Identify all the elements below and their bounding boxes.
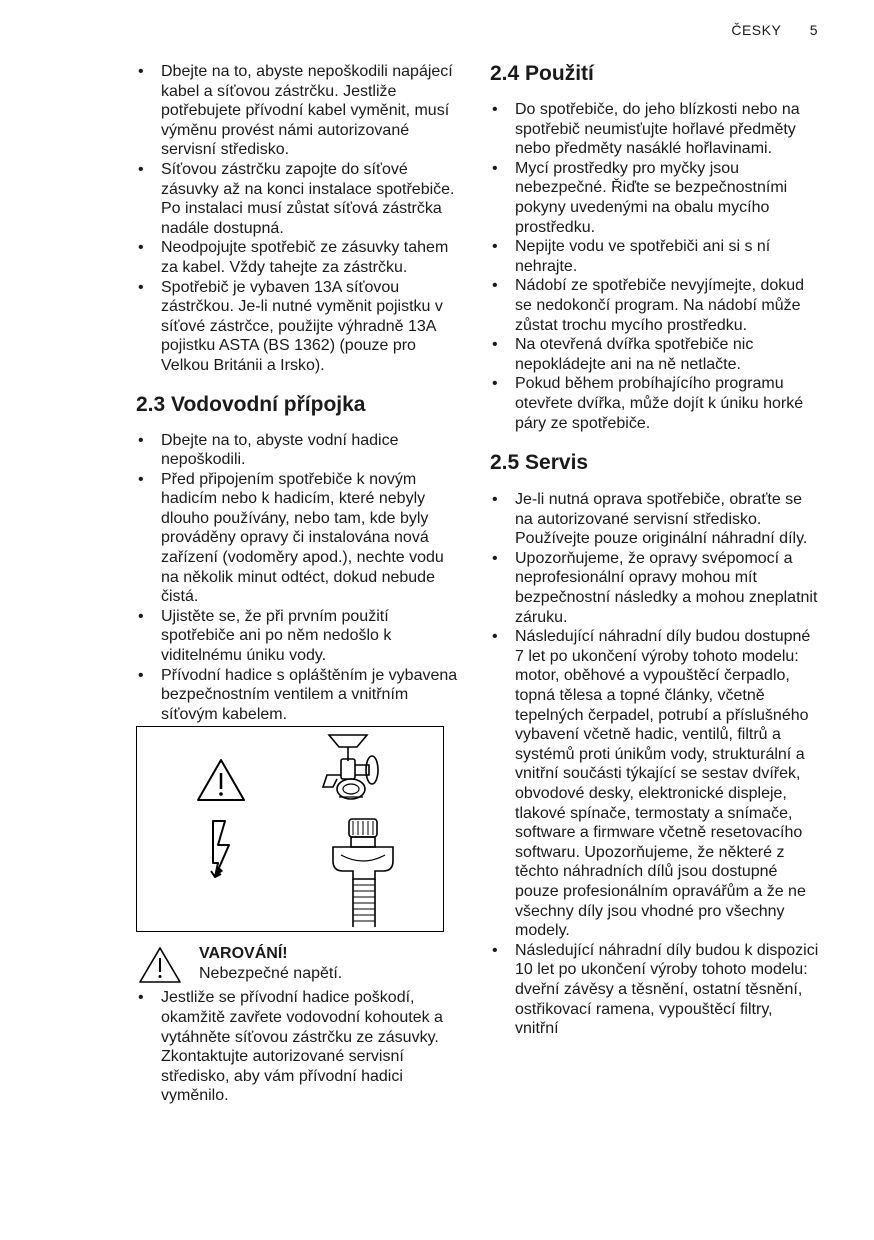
list-item: • Síťovou zástrčku zapojte do síťové zásuvky až na konci instalace spotřebiče. Po instalaci musí zůstat síťová zástrčka nadále dostupná. — [136, 160, 466, 238]
section-title-service: 2.5 Servis — [490, 451, 589, 475]
list-item: • Přívodní hadice s opláštěním je vybavena bezpečnostním ventilem a vnitřním síťovým kabelem. — [136, 666, 466, 725]
list-item: • Upozorňujeme, že opravy svépomocí a neprofesionální opravy mohou mít bezpečnostní následky a mohou zneplatnit záruku. — [490, 549, 820, 627]
warning-icon — [138, 946, 182, 984]
lightning-bolt-icon — [205, 819, 237, 885]
right-column — [490, 62, 820, 1039]
warning-title: VAROVÁNÍ! — [199, 945, 288, 963]
list-item: • Následující náhradní díly budou dostupné 7 let po ukončení výroby tohoto modelu: motor, oběhové a vypouštěcí čerpadlo, topná tělesa a topné články, včetně tepelných čerpadel, potrubí a příslušného vybavení včetně hadic, ventilů, filtrů a systémů proti únikům vody, strukturální a vnitřní součásti týkající se sestav dvířek, obvodové desky, elektronické displeje, tlakové spínače, termostaty a snímače, software a firmware včetně resetovacího softwaru. Upozorňujeme, že některé z těchto náhradních dílů jsou dostupné pouze profesionálním opravářům a že ne všechny díly jsou vhodné pro všechny modely. — [490, 627, 820, 941]
list-item: • Před připojením spotřebiče k novým hadicím nebo k hadicím, které nebyly dlouho používány, nebo tam, kde byly prováděny opravy či instalována nová zařízení (vodoměry apod.), nechte vodu na několik minut odtéct, dokud nebude čistá. — [136, 470, 466, 607]
after-warning-list — [136, 988, 466, 1106]
list-item: • Spotřebič je vybaven 13A síťovou zástrčkou. Je-li nutné vyměnit pojistku v síťové zástrčce, použijte výhradně 13A pojistku ASTA (BS 1362) (pouze pro Velkou Británii a Irsko). — [136, 278, 466, 376]
usage-list — [490, 100, 820, 433]
safety-valve-hose-icon — [307, 817, 407, 929]
list-item: • Dbejte na to, abyste vodní hadice nepoškodili. — [136, 431, 466, 470]
warning-box — [136, 944, 466, 988]
list-item: • Pokud během probíhajícího programu otevřete dvířka, může dojít k úniku horké páry ze spotřebiče. — [490, 374, 820, 433]
list-item: • Je-li nutná oprava spotřebiče, obraťte se na autorizované servisní středisko. Používejte pouze originální náhradní díly. — [490, 490, 820, 549]
list-item: • Mycí prostředky pro myčky jsou nebezpečné. Řiďte se bezpečnostními pokyny uvedenými na obalu mycího prostředku. — [490, 159, 820, 237]
left-column — [136, 62, 466, 1106]
warning-text: Nebezpečné napětí. — [199, 965, 343, 983]
page-number: 5 — [809, 22, 818, 38]
hose-illustration — [136, 726, 444, 932]
list-item: • Na otevřená dvířka spotřebiče nic nepokládejte ani na ně netlačte. — [490, 335, 820, 374]
list-item: • Do spotřebiče, do jeho blízkosti nebo na spotřebič neumisťujte hořlavé předměty nebo předměty nasáklé hořlavinami. — [490, 100, 820, 159]
water-tap-icon — [317, 731, 397, 809]
list-item: • Nepijte vodu ve spotřebiči ani si s ní nehrajte. — [490, 237, 820, 276]
warning-triangle-icon — [195, 757, 247, 803]
list-item: • Neodpojujte spotřebič ze zásuvky tahem za kabel. Vždy tahejte za zástrčku. — [136, 238, 466, 277]
language-label: ČESKY — [731, 22, 782, 38]
page-header — [731, 22, 818, 38]
service-list — [490, 490, 820, 1039]
list-item: • Ujistěte se, že při prvním použití spotřebiče ani po něm nedošlo k viditelnému úniku vody. — [136, 607, 466, 666]
list-item: • Jestliže se přívodní hadice poškodí, okamžitě zavřete vodovodní kohoutek a vytáhněte síťovou zástrčku ze zásuvky. Zkontaktujte autorizované servisní středisko, aby vám přívodní hadici vyměnilo. — [136, 988, 466, 1106]
section-title-water-connection: 2.3 Vodovodní přípojka — [136, 392, 366, 416]
list-item: • Dbejte na to, abyste nepoškodili napájecí kabel a síťovou zástrčku. Jestliže potřebujete přívodní kabel vyměnit, musí výměnu provést námi autorizované servisní středisko. — [136, 62, 466, 160]
list-item: • Nádobí ze spotřebiče nevyjímejte, dokud se nedokončí program. Na nádobí může zůstat trochu mycího prostředku. — [490, 276, 820, 335]
section-title-usage: 2.4 Použití — [490, 62, 594, 85]
intro-list — [136, 62, 466, 376]
water-connection-list — [136, 431, 466, 725]
list-item: • Následující náhradní díly budou k dispozici 10 let po ukončení výroby tohoto modelu: dveřní závěsy a těsnění, ostatní těsnění, ostřikovací ramena, vypouštěcí filtry, vnitřní — [490, 941, 820, 1039]
